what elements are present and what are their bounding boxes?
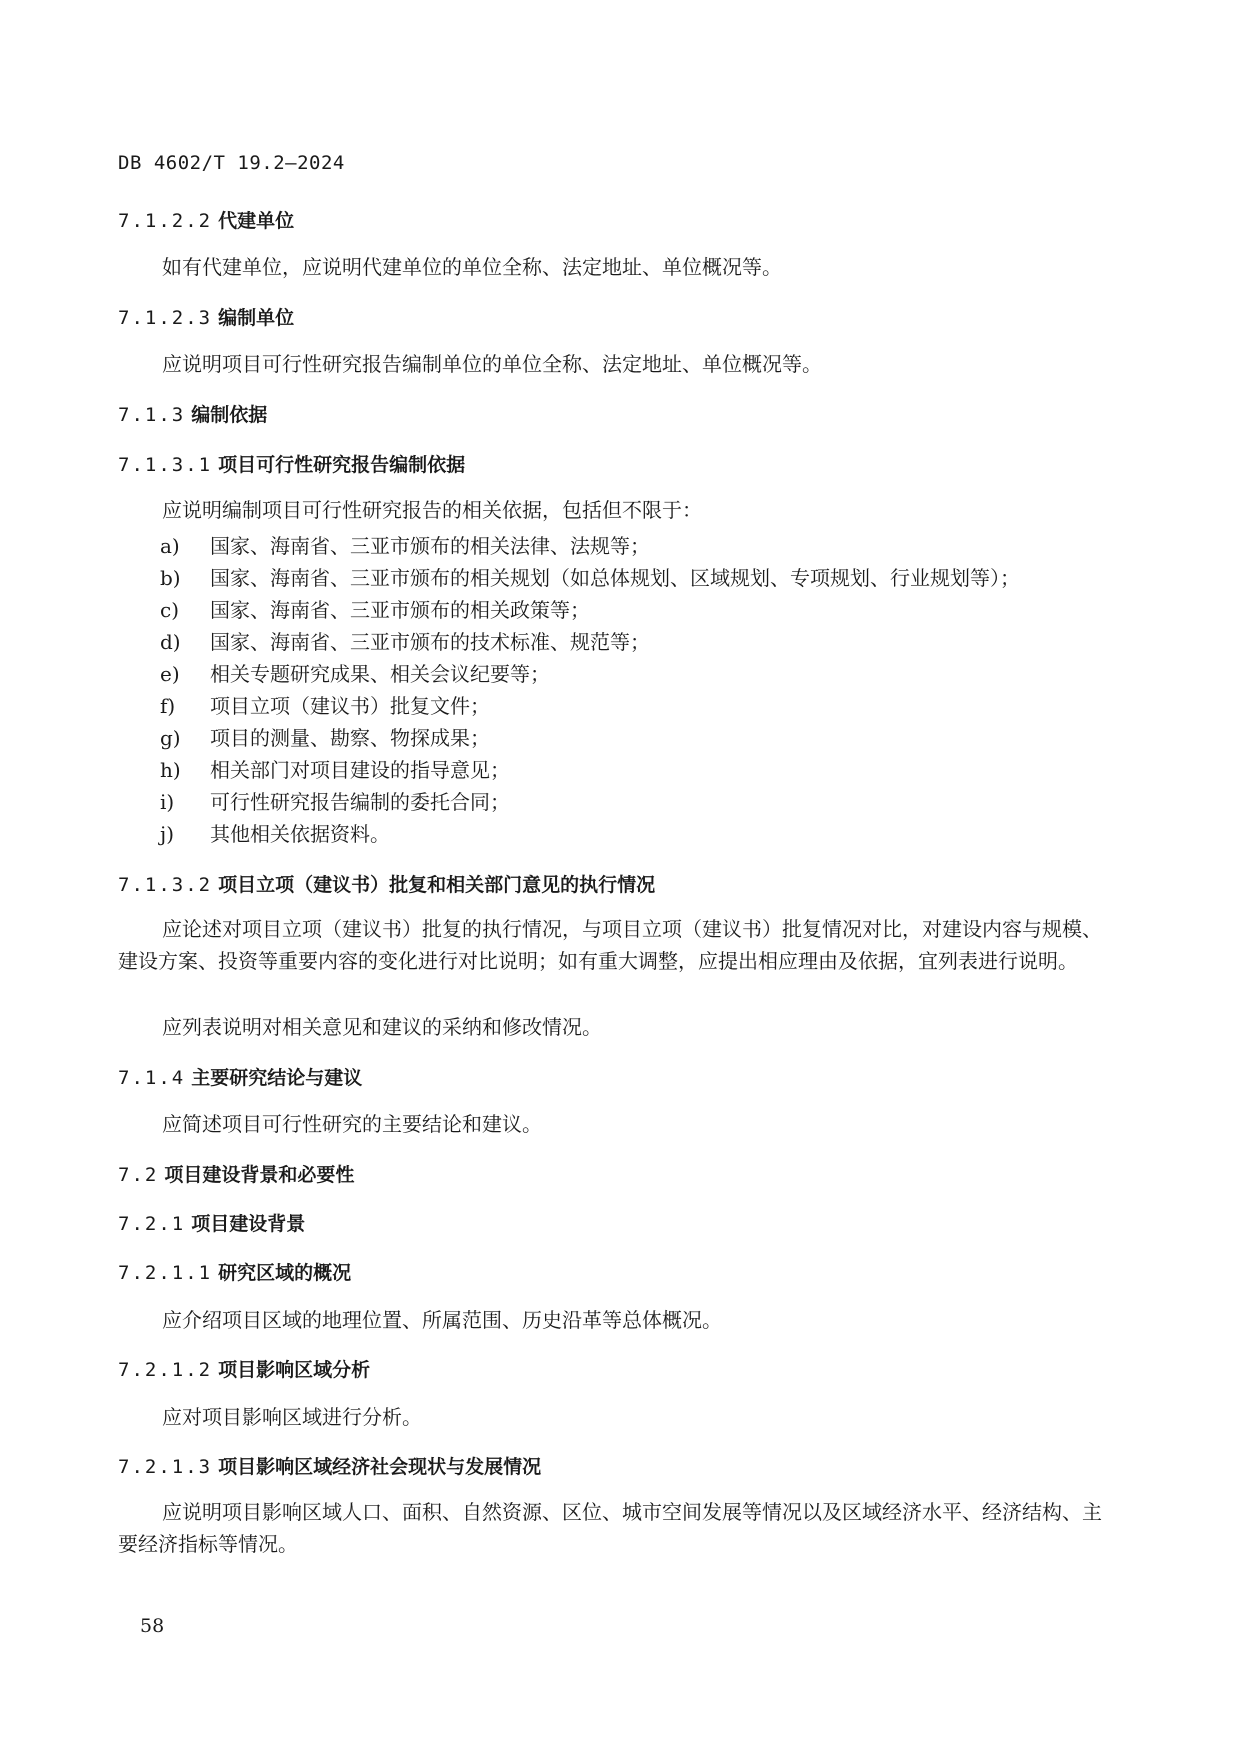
section-heading [118,400,267,427]
paragraph: 应介绍项目区域的地理位置、所属范围、历史沿革等总体概况。 [162,1308,722,1332]
section-heading [118,303,294,330]
list-text: 国家、海南省、三亚市颁布的相关规划（如总体规划、区域规划、专项规划、行业规划等）； [210,566,1020,590]
section-heading [118,1258,351,1285]
list-text: 国家、海南省、三亚市颁布的相关政策等； [210,598,590,622]
section-number: 7.1.2.2 [118,210,213,232]
section-number: 7.2.1.2 [118,1359,213,1381]
list-item [160,562,1020,591]
list-text: 项目立项（建议书）批复文件； [210,694,490,718]
list-item [160,690,490,719]
section-number: 7.1.3 [118,404,186,426]
section-number: 7.1.3.1 [118,454,213,476]
paragraph: 应说明项目影响区域人口、面积、自然资源、区位、城市空间发展等情况以及区域经济水平、经济结构、主要经济指标等情况。 [118,1500,1102,1556]
list-text: 其他相关依据资料。 [210,822,390,846]
list-marker: e) [160,662,180,686]
list-marker: j) [160,822,175,846]
list-item [160,754,510,783]
list-marker: f) [160,694,176,718]
paragraph: 应列表说明对相关意见和建议的采纳和修改情况。 [162,1015,602,1039]
paragraph: 应简述项目可行性研究的主要结论和建议。 [162,1112,542,1136]
section-number: 7.1.3.2 [118,874,213,896]
section-number: 7.1.4 [118,1067,186,1089]
section-title: 主要研究结论与建议 [191,1067,363,1089]
list-text: 国家、海南省、三亚市颁布的相关法律、法规等； [210,534,650,558]
list-item [160,626,650,655]
list-item [160,722,490,751]
list-text: 国家、海南省、三亚市颁布的技术标准、规范等； [210,630,650,654]
list-marker: c) [160,598,180,622]
list-marker: d) [160,630,181,654]
paragraph: 应说明项目可行性研究报告编制单位的单位全称、法定地址、单位概况等。 [162,352,822,376]
list-item [160,818,390,847]
list-marker: i) [160,790,175,814]
paragraph: 如有代建单位，应说明代建单位的单位全称、法定地址、单位概况等。 [162,255,782,279]
list-item [160,530,650,559]
list-item [160,786,510,815]
page-number: 58 [140,1615,165,1637]
list-item [160,658,550,687]
section-number: 7.1.2.3 [118,307,213,329]
list-marker: g) [160,726,181,750]
section-title: 项目可行性研究报告编制依据 [218,454,466,476]
list-text: 可行性研究报告编制的委托合同； [210,790,510,814]
list-text: 相关部门对项目建设的指导意见； [210,758,510,782]
list-marker: h) [160,758,181,782]
section-number: 7.2.1 [118,1213,186,1235]
section-title: 项目建设背景 [191,1213,306,1235]
paragraph: 应对项目影响区域进行分析。 [162,1405,422,1429]
section-number: 7.2.1.3 [118,1456,213,1478]
list-text: 相关专题研究成果、相关会议纪要等； [210,662,550,686]
section-heading [118,450,465,477]
section-heading [118,1063,362,1090]
section-title: 编制单位 [218,307,295,329]
section-heading [118,1452,541,1479]
paragraph: 应论述对项目立项（建议书）批复的执行情况，与项目立项（建议书）批复情况对比，对建设内容与规模、建设方案、投资等重要内容的变化进行对比说明；如有重大调整，应提出相应理由及依据，宜列表进行说明。 [118,917,1102,973]
section-title: 项目影响区域分析 [218,1359,371,1381]
section-heading [118,1209,305,1236]
section-heading [118,1355,370,1382]
list-item [160,594,590,623]
section-heading [118,1160,354,1187]
section-number: 7.2 [118,1164,159,1186]
section-title: 研究区域的概况 [218,1262,352,1284]
section-heading [118,206,294,233]
section-number: 7.2.1.1 [118,1262,213,1284]
section-title: 项目建设背景和必要性 [164,1164,355,1186]
list-text: 项目的测量、勘察、物探成果； [210,726,490,750]
list-marker: a) [160,534,180,558]
section-title: 代建单位 [218,210,295,232]
section-heading [118,870,655,897]
section-title: 项目立项（建议书）批复和相关部门意见的执行情况 [218,874,656,896]
section-title: 项目影响区域经济社会现状与发展情况 [218,1456,542,1478]
paragraph: 应说明编制项目可行性研究报告的相关依据，包括但不限于： [162,498,702,522]
list-marker: b) [160,566,181,590]
section-title: 编制依据 [191,404,268,426]
document-id: DB 4602/T 19.2—2024 [118,152,345,174]
